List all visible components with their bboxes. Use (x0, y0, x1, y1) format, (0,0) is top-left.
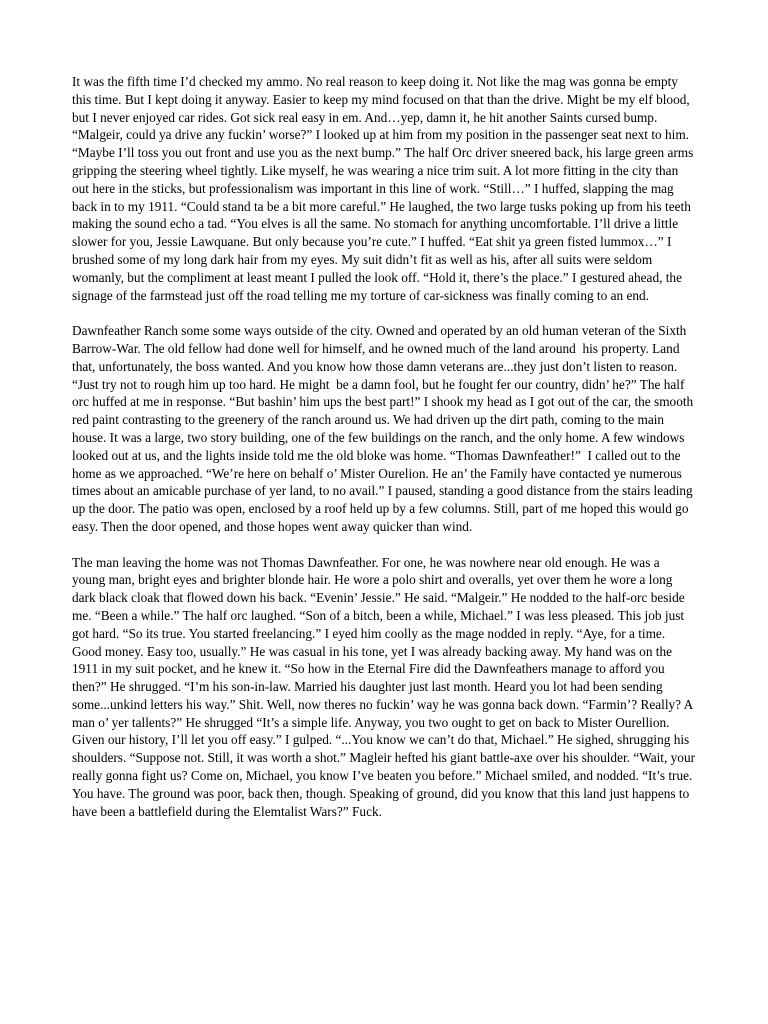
document-page (72, 73, 699, 838)
paragraph-2: Dawnfeather Ranch some some ways outside of the city. Owned and operated by an old human veteran of the Sixth Barrow-War. The old fellow had done well for himself, and he owned much of the land around his property. Land that, unfortunately, the boss wanted. And you know how those damn veterans are...they just don’t listen to reason. “Just try not to rough him up too hard. He might be a damn fool, but he fought fer our country, didn’ he?” The half orc huffed at me in response. “But bashin’ him ups the best part!” I shook my head as I got out of the car, the smooth red paint contrasting to the greenery of the ranch around us. We had driven up the dirt path, coming to the main house. It was a large, two story building, one of the few buildings on the ranch, and the only home. A few windows looked out at us, and the lights inside told me the old bloke was home. “Thomas Dawnfeather!” I called out to the home as we approached. “We’re here on behalf o’ Mister Ourelion. He an’ the Family have contacted ye numerous times about an amicable purchase of yer land, to no avail.” I paused, standing a good distance from the stairs leading up the door. The patio was open, enclosed by a roof held up by a few columns. Still, part of me hoped this would go easy. Then the door opened, and those hopes went away quicker than wind. (72, 323, 697, 534)
paragraph-1: It was the fifth time I’d checked my ammo. No real reason to keep doing it. Not like the mag was gonna be empty this time. But I kept doing it anyway. Easier to keep my mind focused on that than the drive. Might be my elf blood, but I never enjoyed car rides. Got sick real easy in em. And…yep, damn it, he hit another Saints cursed bump. “Malgeir, could ya drive any fuckin’ worse?” I looked up at him from my position in the passenger seat next to him. “Maybe I’ll toss you out front and use you as the next bump.” The half Orc driver sneered back, his large green arms gripping the steering wheel tightly. Like myself, he was wearing a nice trim suit. A lot more fitting in the city than out here in the sticks, but professionalism was important in this line of work. “Still…” I huffed, slapping the mag back in to my 1911. “Could stand ta be a bit more careful.” He laughed, the two large tusks poking up from his teeth making the sound echo a tad. “You elves is all the same. No stomach for anything uncomfortable. I’ll drive a little slower for you, Jessie Lawquane. But only because you’re cute.” I huffed. “Eat shit ya green fisted lummox…” I brushed some of my long dark hair from my eyes. My suit didn’t fit as well as his, after all suits were seldom womanly, but the compliment at least meant I pulled the look off. “Hold it, there’s the place.” I gestured ahead, the signage of the farmstead just off the road telling me my torture of car-sickness was finally coming to an end. (72, 74, 697, 303)
paragraph-3: The man leaving the home was not Thomas Dawnfeather. For one, he was nowhere near old enough. He was a young man, bright eyes and brighter blonde hair. He wore a polo shirt and overalls, yet over them he wore a long dark black cloak that flowed down his back. “Evenin’ Jessie.” He said. “Malgeir.” He nodded to the half-orc beside me. “Been a while.” The half orc laughed. “Son of a bitch, been a while, Michael.” I was less pleased. This job just got hard. “So its true. You started freelancing.” I eyed him coolly as the mage nodded in reply. “Aye, for a time. Good money. Easy too, usually.” He was casual in his tone, yet I was already backing away. My hand was on the 1911 in my suit pocket, and he knew it. “So how in the Eternal Fire did the Dawnfeathers manage to afford you then?” He shrugged. “I’m his son-in-law. Married his daughter just last month. Heard you lot had been sending some...unkind letters his way.” Shit. Well, now theres no fuckin’ way he was gonna back down. “Farmin’? Really? A man o’ yer tallents?” He shrugged “It’s a simple life. Anyway, you two ought to get on back to Mister Ourellion. Given our history, I’ll let you off easy.” I gulped. “...You know we can’t do that, Michael.” He sighed, shrugging his shoulders. “Suppose not. Still, it was worth a shot.” Magleir hefted his giant battle-axe over his shoulder. “Wait, your really gonna fight us? Come on, Michael, you know I’ve beaten you before.” Michael smiled, and nodded. “It’s true. You have. The ground was poor, back then, though. Speaking of ground, did you know that this land just happens to have been a battlefield during the Elemtalist Wars?” Fuck. (72, 554, 699, 819)
